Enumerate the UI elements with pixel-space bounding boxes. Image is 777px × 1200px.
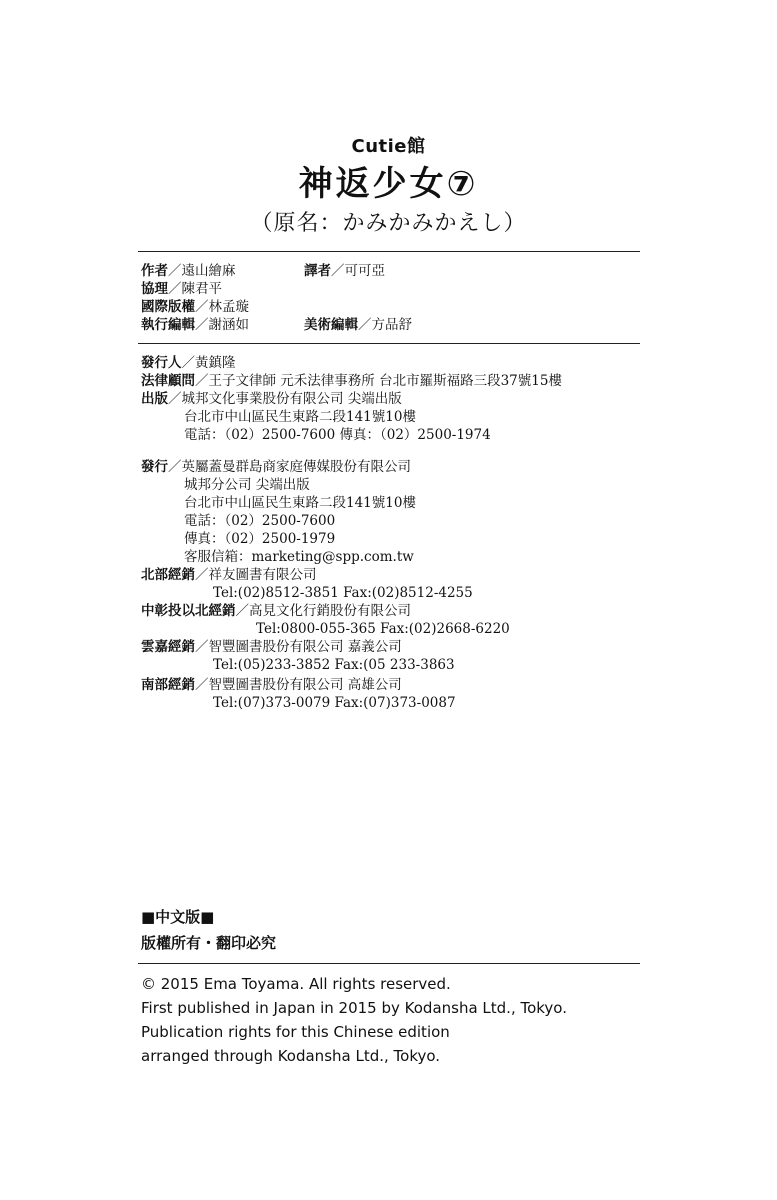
- south-dealer-label: 南部經銷: [141, 677, 195, 693]
- yunjia-dealer-contact: Tel:(05)233-3852 Fax:(05 233-3863: [213, 657, 455, 673]
- distributor-row: 發行／英屬蓋曼群島商家庭傳媒股份有限公司: [141, 459, 411, 475]
- publisher-label: 出版: [141, 391, 168, 407]
- rights-label: 國際版權: [141, 299, 195, 315]
- north-dealer-name: 祥友圖書有限公司: [208, 567, 317, 583]
- legal-name: 王子文律師 元禾法律事務所 台北市羅斯福路三段37號15樓: [208, 373, 562, 389]
- south-dealer-contact: Tel:(07)373-0079 Fax:(07)373-0087: [213, 695, 456, 711]
- copyright-line-3: Publication rights for this Chinese edition: [141, 1023, 450, 1041]
- legal-row: 法律顧問／王子文律師 元禾法律事務所 台北市羅斯福路三段37號15樓: [141, 373, 562, 389]
- yunjia-dealer-name: 智豐圖書股份有限公司 嘉義公司: [208, 639, 402, 655]
- divider-top: [138, 251, 640, 252]
- issuer-name: 黃鎮隆: [195, 355, 236, 371]
- publisher-name: 城邦文化事業股份有限公司 尖端出版: [181, 391, 402, 407]
- author-label: 作者: [141, 263, 168, 279]
- translator-label: 譯者: [304, 263, 331, 279]
- distributor-branch: 城邦分公司 尖端出版: [184, 477, 310, 493]
- original-title: （原名：かみかみかえし）: [250, 211, 527, 236]
- divider-bottom: [138, 963, 640, 964]
- exec-editor-label: 執行編輯: [141, 317, 195, 333]
- assistant-label: 協理: [141, 281, 168, 297]
- art-editor-label: 美術編輯: [304, 317, 358, 333]
- south-dealer-row: 南部經銷／智豐圖書股份有限公司 高雄公司: [141, 677, 402, 693]
- central-dealer-label: 中彰投以北經銷: [141, 603, 236, 619]
- publisher-row: 出版／城邦文化事業股份有限公司 尖端出版: [141, 391, 402, 407]
- publisher-address: 台北市中山區民生東路二段141號10樓: [184, 409, 416, 425]
- central-dealer-row: 中彰投以北經銷／高見文化行銷股份有限公司: [141, 603, 411, 619]
- assistant-name: 陳君平: [181, 281, 222, 297]
- copyright-line-4: arranged through Kodansha Ltd., Tokyo.: [141, 1047, 441, 1065]
- central-dealer-name: 高見文化行銷股份有限公司: [249, 603, 411, 619]
- art-editor-name: 方品舒: [371, 317, 412, 333]
- book-title: 神返少女⑦: [298, 164, 479, 204]
- rights-row: 國際版權／林孟璇: [141, 299, 249, 315]
- exec-editor-name: 謝涵如: [208, 317, 249, 333]
- divider-middle: [138, 343, 640, 344]
- chinese-edition-label: ■中文版■: [141, 908, 215, 926]
- issuer-label: 發行人: [141, 355, 182, 371]
- author-row: 作者／遠山繪麻: [141, 263, 236, 279]
- art-editor-row: 美術編輯／方品舒: [304, 317, 412, 333]
- distributor-email: 客服信箱：marketing@spp.com.tw: [184, 549, 414, 565]
- legal-label: 法律顧問: [141, 373, 195, 389]
- central-dealer-contact: Tel:0800-055-365 Fax:(02)2668-6220: [256, 621, 510, 637]
- distributor-label: 發行: [141, 459, 168, 475]
- distributor-name: 英屬蓋曼群島商家庭傳媒股份有限公司: [181, 459, 411, 475]
- yunjia-dealer-row: 雲嘉經銷／智豐圖書股份有限公司 嘉義公司: [141, 639, 402, 655]
- translator-name: 可可亞: [344, 263, 385, 279]
- series-label: Cutie館: [351, 136, 426, 157]
- north-dealer-row: 北部經銷／祥友圖書有限公司: [141, 567, 317, 583]
- copyright-line-2: First published in Japan in 2015 by Kodansha Ltd., Tokyo.: [141, 999, 567, 1017]
- yunjia-dealer-label: 雲嘉經銷: [141, 639, 195, 655]
- north-dealer-contact: Tel:(02)8512-3851 Fax:(02)8512-4255: [213, 585, 473, 601]
- publisher-phone: 電話：（02）2500-7600 傳真：（02）2500-1974: [184, 427, 491, 443]
- exec-editor-row: 執行編輯／謝涵如: [141, 317, 249, 333]
- rights-reserved-notice: 版權所有・翻印必究: [141, 934, 277, 952]
- distributor-phone: 電話：（02）2500-7600: [184, 513, 336, 529]
- assistant-row: 協理／陳君平: [141, 281, 222, 297]
- distributor-fax: 傳真：（02）2500-1979: [184, 531, 336, 547]
- distributor-address: 台北市中山區民生東路二段141號10樓: [184, 495, 416, 511]
- copyright-line-1: © 2015 Ema Toyama. All rights reserved.: [141, 975, 451, 993]
- author-name: 遠山繪麻: [181, 263, 236, 279]
- south-dealer-name: 智豐圖書股份有限公司 高雄公司: [208, 677, 402, 693]
- translator-row: 譯者／可可亞: [304, 263, 385, 279]
- north-dealer-label: 北部經銷: [141, 567, 195, 583]
- rights-name: 林孟璇: [208, 299, 249, 315]
- issuer-row: 發行人／黃鎮隆: [141, 355, 236, 371]
